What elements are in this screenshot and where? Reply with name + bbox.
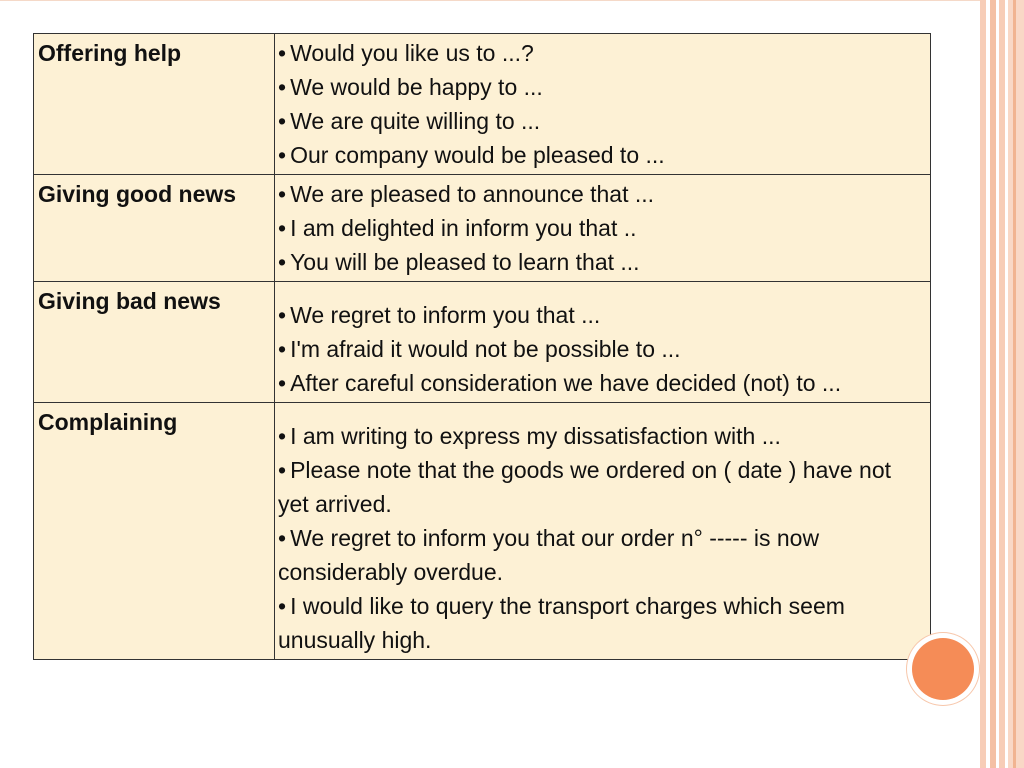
bullet: • [278, 593, 287, 619]
bullet: • [278, 181, 287, 207]
decor-stripe [1008, 0, 1024, 768]
bullet: • [278, 336, 287, 362]
phrase-text: After careful consideration we have decided (not) to ... [290, 370, 842, 396]
phrase-text: I am writing to express my dissatisfaction with ... [290, 423, 781, 449]
phrase-item [278, 177, 927, 211]
phrase-item [278, 70, 927, 104]
bullet: • [278, 457, 287, 483]
decor-stripe [980, 0, 986, 768]
bullet: • [278, 423, 287, 449]
bullet: • [278, 525, 287, 551]
phrase-text: We are quite willing to ... [290, 108, 541, 134]
bullet: • [278, 142, 287, 168]
bullet: • [278, 108, 287, 134]
phrase-item [278, 332, 927, 366]
bullet: • [278, 370, 287, 396]
decor-stripe [990, 0, 996, 768]
slide-top-border [0, 0, 980, 1]
phrase-text: We would be happy to ... [290, 74, 543, 100]
phrase-item [278, 36, 927, 70]
table-row-giving-bad-news [34, 282, 931, 403]
phrase-text: Would you like us to ...? [290, 40, 534, 66]
category-cell: Offering help [34, 34, 275, 175]
phrases-cell [275, 175, 931, 282]
category-cell: Giving bad news [34, 282, 275, 403]
decor-stripe [999, 0, 1005, 768]
bullet: • [278, 215, 287, 241]
phrase-item [278, 521, 927, 589]
table-row-offering-help [34, 34, 931, 175]
decor-stripe [1013, 0, 1016, 768]
phrase-item [278, 211, 927, 245]
bullet: • [278, 74, 287, 100]
phrase-item [278, 245, 927, 279]
decor-circle [912, 638, 974, 700]
phrase-item [278, 138, 927, 172]
phrase-item [278, 366, 927, 400]
phrases-cell [275, 403, 931, 660]
phrase-item [278, 589, 927, 657]
bullet: • [278, 40, 287, 66]
phrase-item [278, 298, 927, 332]
table-row-complaining [34, 403, 931, 660]
phrase-item [278, 453, 927, 521]
bullet: • [278, 249, 287, 275]
phrase-text: I would like to query the transport charges which seem unusually high. [278, 593, 845, 653]
phrases-cell [275, 34, 931, 175]
phrase-item [278, 419, 927, 453]
phrase-text: We regret to inform you that our order n° ----- is now considerably overdue. [278, 525, 820, 585]
phrases-cell [275, 282, 931, 403]
category-cell: Giving good news [34, 175, 275, 282]
phrase-item [278, 104, 927, 138]
phrase-text: I am delighted in inform you that .. [290, 215, 637, 241]
phrase-text: Our company would be pleased to ... [290, 142, 665, 168]
phrase-text: Please note that the goods we ordered on ( date ) have not yet arrived. [278, 457, 892, 517]
category-cell: Complaining [34, 403, 275, 660]
table-row-giving-good-news [34, 175, 931, 282]
phrases-table [33, 33, 931, 660]
bullet: • [278, 302, 287, 328]
phrase-text: We regret to inform you that ... [290, 302, 601, 328]
phrase-text: We are pleased to announce that ... [290, 181, 655, 207]
phrase-text: You will be pleased to learn that ... [290, 249, 640, 275]
phrase-text: I'm afraid it would not be possible to ... [290, 336, 681, 362]
